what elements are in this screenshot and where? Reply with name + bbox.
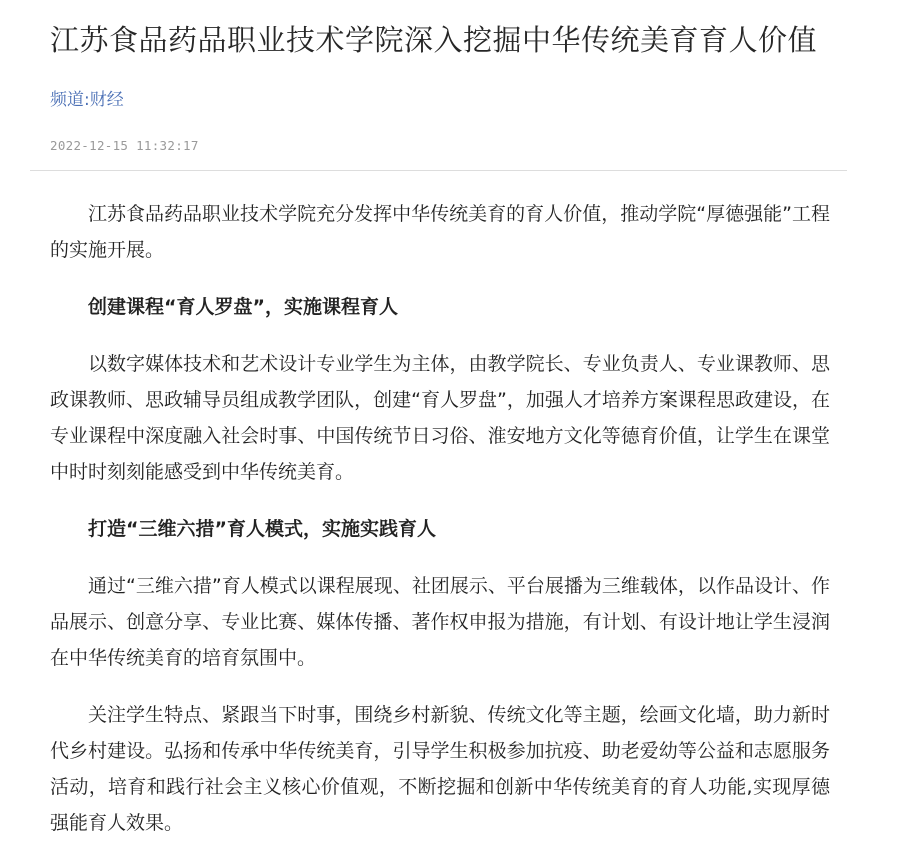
channel-label: 频道:	[50, 90, 90, 110]
paragraph-course: 以数字媒体技术和艺术设计专业学生为主体，由教学院长、专业负责人、专业课教师、思政课教师、思政辅导员组成教学团队，创建“育人罗盘”，加强人才培养方案课程思政建设，在专业课程中深度融入社会时事、中国传统节日习俗、淮安地方文化等德育价值，让学生在课堂中时时刻刻能感受到中华传统美育。	[50, 353, 830, 483]
article-body	[50, 196, 830, 862]
paragraph-community: 关注学生特点、紧跟当下时事，围绕乡村新貌、传统文化等主题，绘画文化墙，助力新时代乡村建设。弘扬和传承中华传统美育，引导学生积极参加抗疫、助老爱幼等公益和志愿服务活动，培育和践行社会主义核心价值观，不断挖掘和创新中华传统美育的育人功能,实现厚德强能育人效果。	[50, 704, 830, 834]
publish-datetime: 2022-12-15 11:32:17	[50, 138, 199, 153]
channel-link[interactable]: 财经	[89, 90, 124, 110]
section-heading-practice: 打造“三维六措”育人模式，实施实践育人	[88, 518, 436, 540]
section-heading-course: 创建课程“育人罗盘”，实施课程育人	[88, 296, 398, 318]
article-title: 江苏食品药品职业技术学院深入挖掘中华传统美育育人价值	[50, 23, 818, 57]
header-divider	[30, 170, 847, 171]
paragraph-practice: 通过“三维六措”育人模式以课程展现、社团展示、平台展播为三维载体，以作品设计、作品展示、创意分享、专业比赛、媒体传播、著作权申报为措施，有计划、有设计地让学生浸润在中华传统美育的培育氛围中。	[50, 575, 830, 669]
channel-info	[50, 88, 124, 112]
paragraph-intro: 江苏食品药品职业技术学院充分发挥中华传统美育的育人价值，推动学院“厚德强能”工程的实施开展。	[50, 203, 830, 261]
